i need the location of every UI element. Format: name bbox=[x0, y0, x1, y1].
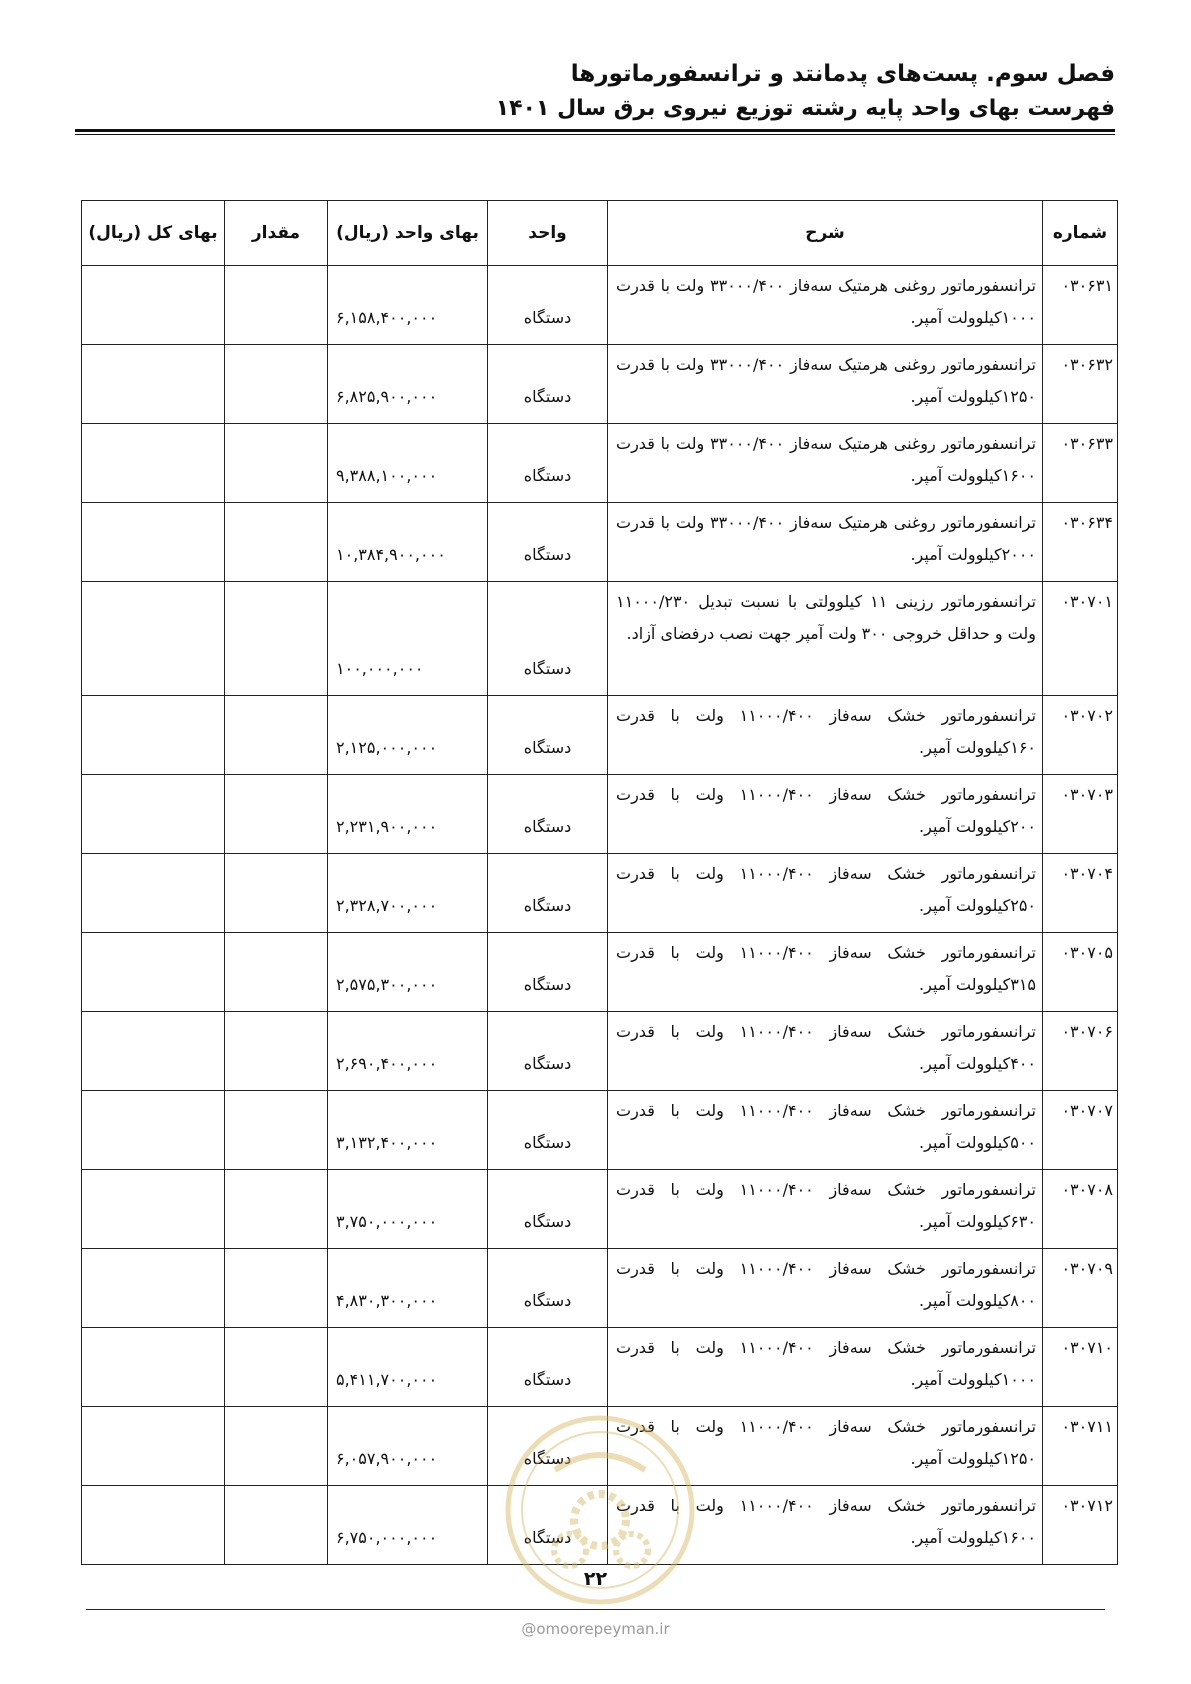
document-title: فهرست بهای واحد پایه رشته توزیع نیروی برق سال ۱۴۰۱ bbox=[495, 96, 1115, 121]
item-unit-price: ۴,۸۳۰,۳۰۰,۰۰۰ bbox=[328, 1249, 488, 1328]
item-total-price bbox=[82, 1091, 225, 1170]
item-total-price bbox=[82, 696, 225, 775]
item-code: ۰۳۰۷۰۷ bbox=[1043, 1091, 1118, 1170]
item-unit-price: ۳,۱۳۲,۴۰۰,۰۰۰ bbox=[328, 1091, 488, 1170]
item-code: ۰۳۰۷۱۲ bbox=[1043, 1486, 1118, 1565]
item-code: ۰۳۰۶۳۲ bbox=[1043, 345, 1118, 424]
item-total-price bbox=[82, 1249, 225, 1328]
item-description: ترانسفورماتور خشک سه‌فاز ۱۱۰۰۰/۴۰۰ ولت با قدرت ۲۰۰کیلوولت آمپر. bbox=[608, 775, 1043, 854]
price-list-table bbox=[81, 200, 1118, 1565]
item-unit-price: ۶,۷۵۰,۰۰۰,۰۰۰ bbox=[328, 1486, 488, 1565]
item-total-price bbox=[82, 933, 225, 1012]
item-unit: دستگاه bbox=[488, 775, 608, 854]
item-unit-price: ۳,۷۵۰,۰۰۰,۰۰۰ bbox=[328, 1170, 488, 1249]
item-code: ۰۳۰۷۰۱ bbox=[1043, 582, 1118, 696]
item-unit: دستگاه bbox=[488, 1170, 608, 1249]
item-code: ۰۳۰۷۱۰ bbox=[1043, 1328, 1118, 1407]
item-total-price bbox=[82, 266, 225, 345]
item-code: ۰۳۰۶۳۳ bbox=[1043, 424, 1118, 503]
table-header-row bbox=[82, 201, 1118, 266]
item-unit: دستگاه bbox=[488, 345, 608, 424]
column-header-description: شرح bbox=[608, 201, 1043, 266]
table-row bbox=[82, 424, 1118, 503]
item-description: ترانسفورماتور خشک سه‌فاز ۱۱۰۰۰/۴۰۰ ولت با قدرت ۴۰۰کیلوولت آمپر. bbox=[608, 1012, 1043, 1091]
table-row bbox=[82, 503, 1118, 582]
item-unit-price: ۶,۱۵۸,۴۰۰,۰۰۰ bbox=[328, 266, 488, 345]
table-row bbox=[82, 775, 1118, 854]
table-row bbox=[82, 1328, 1118, 1407]
item-unit: دستگاه bbox=[488, 503, 608, 582]
item-code: ۰۳۰۶۳۴ bbox=[1043, 503, 1118, 582]
item-unit: دستگاه bbox=[488, 266, 608, 345]
footer-rule bbox=[86, 1609, 1105, 1610]
item-quantity bbox=[225, 1407, 328, 1486]
watermark-text: @omoorepeyman.ir bbox=[521, 1620, 670, 1638]
item-unit: دستگاه bbox=[488, 696, 608, 775]
item-code: ۰۳۰۷۰۲ bbox=[1043, 696, 1118, 775]
item-total-price bbox=[82, 1486, 225, 1565]
column-header-unit: واحد bbox=[488, 201, 608, 266]
item-unit-price: ۹,۳۸۸,۱۰۰,۰۰۰ bbox=[328, 424, 488, 503]
item-quantity bbox=[225, 266, 328, 345]
page-header bbox=[65, 56, 1115, 126]
item-total-price bbox=[82, 503, 225, 582]
item-quantity bbox=[225, 582, 328, 696]
item-description: ترانسفورماتور روغنی هرمتیک سه‌فاز ۳۳۰۰۰/۴۰۰ ولت با قدرت ۱۰۰۰کیلوولت آمپر. bbox=[608, 266, 1043, 345]
item-unit-price: ۲,۱۲۵,۰۰۰,۰۰۰ bbox=[328, 696, 488, 775]
item-total-price bbox=[82, 1170, 225, 1249]
item-unit-price: ۱۰,۳۸۴,۹۰۰,۰۰۰ bbox=[328, 503, 488, 582]
table-row bbox=[82, 854, 1118, 933]
item-unit: دستگاه bbox=[488, 854, 608, 933]
table-row bbox=[82, 1170, 1118, 1249]
column-header-quantity: مقدار bbox=[225, 201, 328, 266]
table-row bbox=[82, 1091, 1118, 1170]
header-rule-thick bbox=[75, 129, 1115, 132]
item-unit: دستگاه bbox=[488, 1407, 608, 1486]
item-code: ۰۳۰۷۰۸ bbox=[1043, 1170, 1118, 1249]
item-total-price bbox=[82, 1328, 225, 1407]
item-code: ۰۳۰۷۱۱ bbox=[1043, 1407, 1118, 1486]
column-header-unit-price: بهای واحد (ریال) bbox=[328, 201, 488, 266]
header-rule-thin bbox=[75, 134, 1115, 135]
table-row bbox=[82, 582, 1118, 696]
item-description: ترانسفورماتور خشک سه‌فاز ۱۱۰۰۰/۴۰۰ ولت با قدرت ۱۶۰کیلوولت آمپر. bbox=[608, 696, 1043, 775]
item-unit: دستگاه bbox=[488, 1249, 608, 1328]
item-unit-price: ۵,۴۱۱,۷۰۰,۰۰۰ bbox=[328, 1328, 488, 1407]
item-code: ۰۳۰۶۳۱ bbox=[1043, 266, 1118, 345]
item-description: ترانسفورماتور خشک سه‌فاز ۱۱۰۰۰/۴۰۰ ولت با قدرت ۱۰۰۰کیلوولت آمپر. bbox=[608, 1328, 1043, 1407]
table-row bbox=[82, 696, 1118, 775]
item-quantity bbox=[225, 1249, 328, 1328]
column-header-total-price: بهای کل (ریال) bbox=[82, 201, 225, 266]
item-description: ترانسفورماتور خشک سه‌فاز ۱۱۰۰۰/۴۰۰ ولت با قدرت ۳۱۵کیلوولت آمپر. bbox=[608, 933, 1043, 1012]
item-unit-price: ۲,۳۲۸,۷۰۰,۰۰۰ bbox=[328, 854, 488, 933]
item-quantity bbox=[225, 424, 328, 503]
item-unit-price: ۲,۲۳۱,۹۰۰,۰۰۰ bbox=[328, 775, 488, 854]
item-quantity bbox=[225, 503, 328, 582]
item-unit: دستگاه bbox=[488, 1012, 608, 1091]
item-description: ترانسفورماتور خشک سه‌فاز ۱۱۰۰۰/۴۰۰ ولت با قدرت ۸۰۰کیلوولت آمپر. bbox=[608, 1249, 1043, 1328]
item-quantity bbox=[225, 775, 328, 854]
item-unit-price: ۲,۵۷۵,۳۰۰,۰۰۰ bbox=[328, 933, 488, 1012]
item-quantity bbox=[225, 1170, 328, 1249]
item-description: ترانسفورماتور روغنی هرمتیک سه‌فاز ۳۳۰۰۰/۴۰۰ ولت با قدرت ۱۲۵۰کیلوولت آمپر. bbox=[608, 345, 1043, 424]
item-unit: دستگاه bbox=[488, 582, 608, 696]
item-description: ترانسفورماتور رزینی ۱۱ کیلوولتی با نسبت تبدیل ۱۱۰۰۰/۲۳۰ ولت و حداقل خروجی ۳۰۰ ولت آمپر جهت نصب درفضای آزاد. bbox=[608, 582, 1043, 696]
item-quantity bbox=[225, 1012, 328, 1091]
table-row bbox=[82, 266, 1118, 345]
chapter-title: فصل سوم. پست‌های پدمانتد و ترانسفورماتورها bbox=[570, 61, 1115, 87]
item-unit: دستگاه bbox=[488, 933, 608, 1012]
table-row bbox=[82, 345, 1118, 424]
item-quantity bbox=[225, 854, 328, 933]
item-total-price bbox=[82, 775, 225, 854]
page-number: ۲۲ bbox=[583, 1568, 608, 1590]
item-total-price bbox=[82, 424, 225, 503]
table-row bbox=[82, 1012, 1118, 1091]
item-description: ترانسفورماتور خشک سه‌فاز ۱۱۰۰۰/۴۰۰ ولت با قدرت ۶۳۰کیلوولت آمپر. bbox=[608, 1170, 1043, 1249]
item-code: ۰۳۰۷۰۳ bbox=[1043, 775, 1118, 854]
item-code: ۰۳۰۷۰۶ bbox=[1043, 1012, 1118, 1091]
item-description: ترانسفورماتور خشک سه‌فاز ۱۱۰۰۰/۴۰۰ ولت با قدرت ۵۰۰کیلوولت آمپر. bbox=[608, 1091, 1043, 1170]
item-code: ۰۳۰۷۰۵ bbox=[1043, 933, 1118, 1012]
item-description: ترانسفورماتور خشک سه‌فاز ۱۱۰۰۰/۴۰۰ ولت با قدرت ۲۵۰کیلوولت آمپر. bbox=[608, 854, 1043, 933]
item-total-price bbox=[82, 854, 225, 933]
item-code: ۰۳۰۷۰۹ bbox=[1043, 1249, 1118, 1328]
item-unit-price: ۶,۰۵۷,۹۰۰,۰۰۰ bbox=[328, 1407, 488, 1486]
item-description: ترانسفورماتور خشک سه‌فاز ۱۱۰۰۰/۴۰۰ ولت با قدرت ۱۶۰۰کیلوولت آمپر. bbox=[608, 1486, 1043, 1565]
item-quantity bbox=[225, 933, 328, 1012]
item-quantity bbox=[225, 696, 328, 775]
item-quantity bbox=[225, 1328, 328, 1407]
item-unit-price: ۶,۸۲۵,۹۰۰,۰۰۰ bbox=[328, 345, 488, 424]
item-unit-price: ۲,۶۹۰,۴۰۰,۰۰۰ bbox=[328, 1012, 488, 1091]
item-unit: دستگاه bbox=[488, 1091, 608, 1170]
table-row bbox=[82, 1249, 1118, 1328]
table-row bbox=[82, 933, 1118, 1012]
item-quantity bbox=[225, 1091, 328, 1170]
item-total-price bbox=[82, 1012, 225, 1091]
item-total-price bbox=[82, 1407, 225, 1486]
item-unit: دستگاه bbox=[488, 1328, 608, 1407]
item-code: ۰۳۰۷۰۴ bbox=[1043, 854, 1118, 933]
item-unit: دستگاه bbox=[488, 424, 608, 503]
item-description: ترانسفورماتور روغنی هرمتیک سه‌فاز ۳۳۰۰۰/۴۰۰ ولت با قدرت ۲۰۰۰کیلوولت آمپر. bbox=[608, 503, 1043, 582]
item-unit-price: ۱۰۰,۰۰۰,۰۰۰ bbox=[328, 582, 488, 696]
item-quantity bbox=[225, 1486, 328, 1565]
item-quantity bbox=[225, 345, 328, 424]
item-unit: دستگاه bbox=[488, 1486, 608, 1565]
item-description: ترانسفورماتور روغنی هرمتیک سه‌فاز ۳۳۰۰۰/۴۰۰ ولت با قدرت ۱۶۰۰کیلوولت آمپر. bbox=[608, 424, 1043, 503]
item-total-price bbox=[82, 345, 225, 424]
item-total-price bbox=[82, 582, 225, 696]
column-header-code: شماره bbox=[1043, 201, 1118, 266]
item-description: ترانسفورماتور خشک سه‌فاز ۱۱۰۰۰/۴۰۰ ولت با قدرت ۱۲۵۰کیلوولت آمپر. bbox=[608, 1407, 1043, 1486]
